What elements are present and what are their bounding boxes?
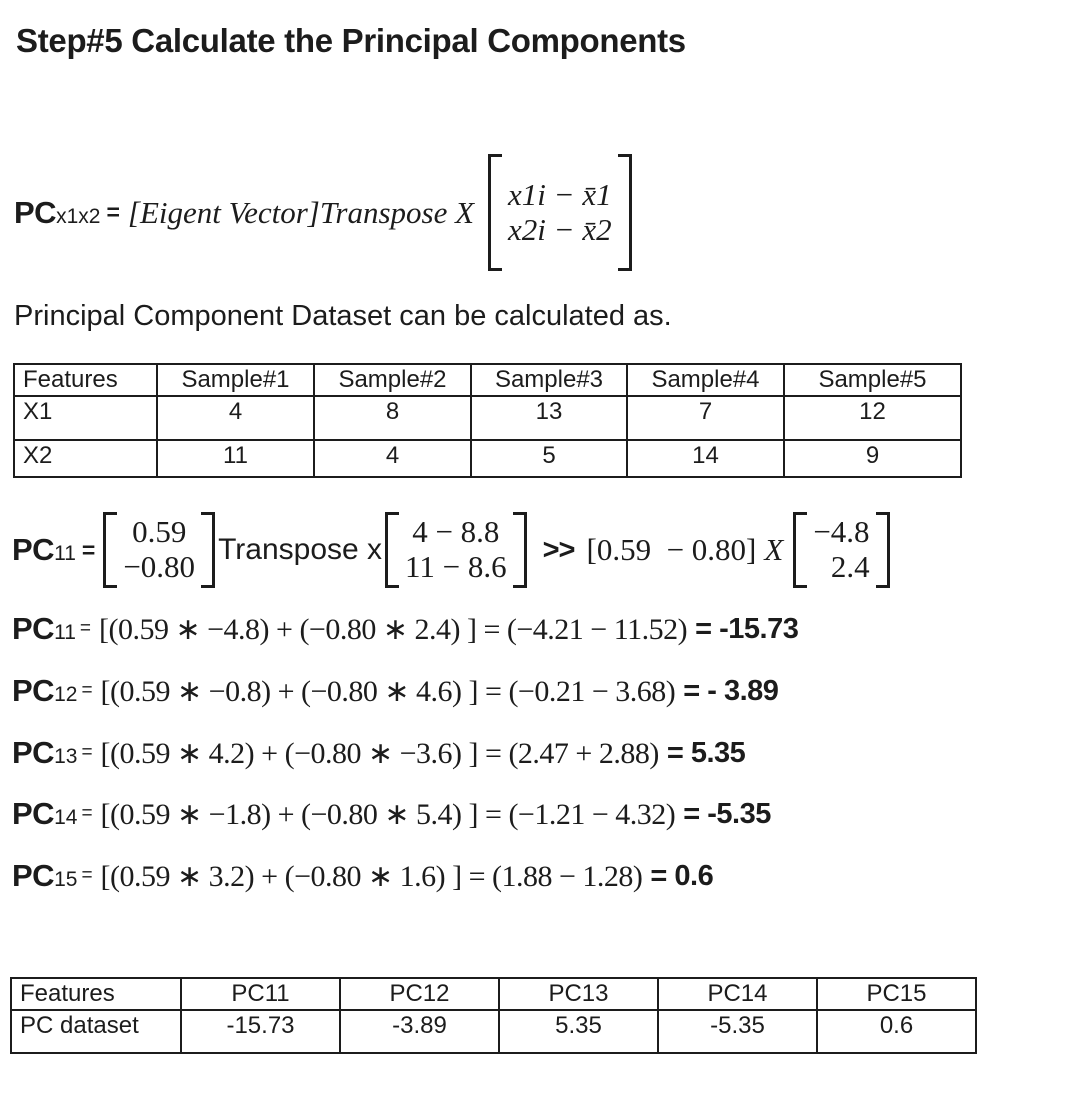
pc-definition-formula: [14, 140, 632, 285]
equals-sign: =: [79, 618, 91, 639]
table-header-cell: PC13: [499, 978, 658, 1010]
table-cell: 8: [314, 396, 471, 440]
matrix-bracket-right: [618, 154, 632, 271]
table-cell: 5.35: [499, 1010, 658, 1053]
table-cell: 0.6: [817, 1010, 976, 1053]
pc13-label: PC13: [12, 735, 78, 770]
equals-sign: =: [81, 536, 96, 563]
table-row: [11, 1010, 976, 1053]
table-cell: 14: [627, 440, 784, 477]
equals-sign: =: [81, 803, 93, 824]
pc13-calculation: [12, 730, 745, 776]
calculation-body: [(0.59 ∗ −1.8) + (−0.80 ∗ 5.4) ] = (−1.21 − 4.32): [100, 797, 676, 831]
table-header-cell: Features: [11, 978, 181, 1010]
table-cell: 9: [784, 440, 961, 477]
multiplication-x: X: [764, 532, 784, 567]
pc14-label: PC14: [12, 796, 78, 831]
table-header-cell: Sample#3: [471, 364, 627, 396]
calculation-result: = -5.35: [683, 797, 771, 830]
matrix-bracket-right: [513, 512, 527, 587]
calculation-body: [(0.59 ∗ 4.2) + (−0.80 ∗ −3.6) ] = (2.47 + 2.88): [100, 736, 659, 770]
calculation-result: = - 3.89: [683, 674, 779, 707]
matrix-row: 2.4: [830, 549, 870, 584]
pc12-label: PC12: [12, 673, 78, 708]
table-row: [14, 396, 961, 440]
yields-chevrons: >>: [542, 533, 575, 566]
calculation-body: [(0.59 ∗ −4.8) + (−0.80 ∗ 2.4) ] = (−4.21 − 11.52): [99, 612, 688, 646]
table-header-cell: PC12: [340, 978, 499, 1010]
equals-sign: =: [81, 865, 93, 886]
table-header-cell: Sample#4: [627, 364, 784, 396]
table-cell: -3.89: [340, 1010, 499, 1053]
matrix-row: x1i − x̄1: [508, 176, 612, 212]
transpose-label: Transpose x: [218, 533, 383, 566]
pc14-calculation: [12, 791, 771, 837]
calculation-result: = 5.35: [666, 736, 746, 769]
table-cell: 12: [784, 396, 961, 440]
pc15-calculation: [12, 853, 713, 899]
matrix-row: −4.8: [813, 514, 870, 550]
matrix-bracket-left: [793, 512, 807, 587]
pc-dataset-table: [10, 977, 977, 1054]
eigen-vector-transpose-text: [Eigent Vector]Transpose X: [127, 194, 475, 230]
table-cell: 7: [627, 396, 784, 440]
calculation-result: = -15.73: [695, 612, 799, 645]
pc11-label: PC11: [12, 611, 76, 646]
pc11-expansion-formula: [12, 506, 890, 594]
calculation-body: [(0.59 ∗ 3.2) + (−0.80 ∗ 1.6) ] = (1.88 − 1.28): [100, 859, 643, 893]
table-header-cell: Sample#1: [157, 364, 314, 396]
table-header-cell: Sample#2: [314, 364, 471, 396]
table-cell: 5: [471, 440, 627, 477]
eigen-vector-matrix: [103, 512, 215, 587]
centered-data-matrix: [385, 512, 527, 587]
equals-sign: =: [81, 742, 93, 763]
pc-formula-label: PCx1x2: [14, 194, 101, 230]
matrix-bracket-left: [103, 512, 117, 587]
table-cell: 4: [157, 396, 314, 440]
pc-formula-subscript: x1x2: [56, 204, 101, 228]
table-header-cell: Features: [14, 364, 157, 396]
pc11-subscript: 11: [54, 542, 76, 565]
pc12-calculation: [12, 668, 778, 714]
deviation-matrix: [488, 154, 632, 271]
sample-dataset-table: [13, 363, 962, 478]
matrix-bracket-left: [385, 512, 399, 587]
table-cell: -15.73: [181, 1010, 340, 1053]
table-header-cell: PC14: [658, 978, 817, 1010]
table-header-cell: PC15: [817, 978, 976, 1010]
pc11-label: PC11: [12, 532, 76, 567]
matrix-row: 0.59: [132, 514, 187, 550]
table-cell: 4: [314, 440, 471, 477]
matrix-bracket-right: [876, 512, 890, 587]
matrix-bracket-right: [201, 512, 215, 587]
table-header-cell: PC11: [181, 978, 340, 1010]
calculation-body: [(0.59 ∗ −0.8) + (−0.80 ∗ 4.6) ] = (−0.21 − 3.68): [100, 674, 676, 708]
table-row: [14, 440, 961, 477]
matrix-row: x2i − x̄2: [508, 211, 612, 247]
table-cell: 11: [157, 440, 314, 477]
table-cell: X1: [14, 396, 157, 440]
equals-sign: =: [81, 680, 93, 701]
matrix-row: −0.80: [123, 549, 196, 584]
page-title: Step#5 Calculate the Principal Components: [16, 22, 686, 59]
matrix-row: 4 − 8.8: [412, 514, 500, 550]
table-cell: X2: [14, 440, 157, 477]
pc15-label: PC15: [12, 858, 78, 893]
equals-sign: =: [106, 199, 120, 225]
table-header-cell: Sample#5: [784, 364, 961, 396]
pc11-calculation: [12, 606, 798, 652]
eigen-row-vector: [0.59 − 0.80]: [586, 532, 757, 567]
table-cell: 13: [471, 396, 627, 440]
matrix-bracket-left: [488, 154, 502, 271]
matrix-row: 11 − 8.6: [405, 549, 507, 584]
table-cell: PC dataset: [11, 1010, 181, 1053]
table-cell: -5.35: [658, 1010, 817, 1053]
intro-text: Principal Component Dataset can be calculated as.: [14, 300, 672, 332]
calculation-result: = 0.6: [650, 859, 714, 892]
result-vector-matrix: [793, 512, 889, 587]
